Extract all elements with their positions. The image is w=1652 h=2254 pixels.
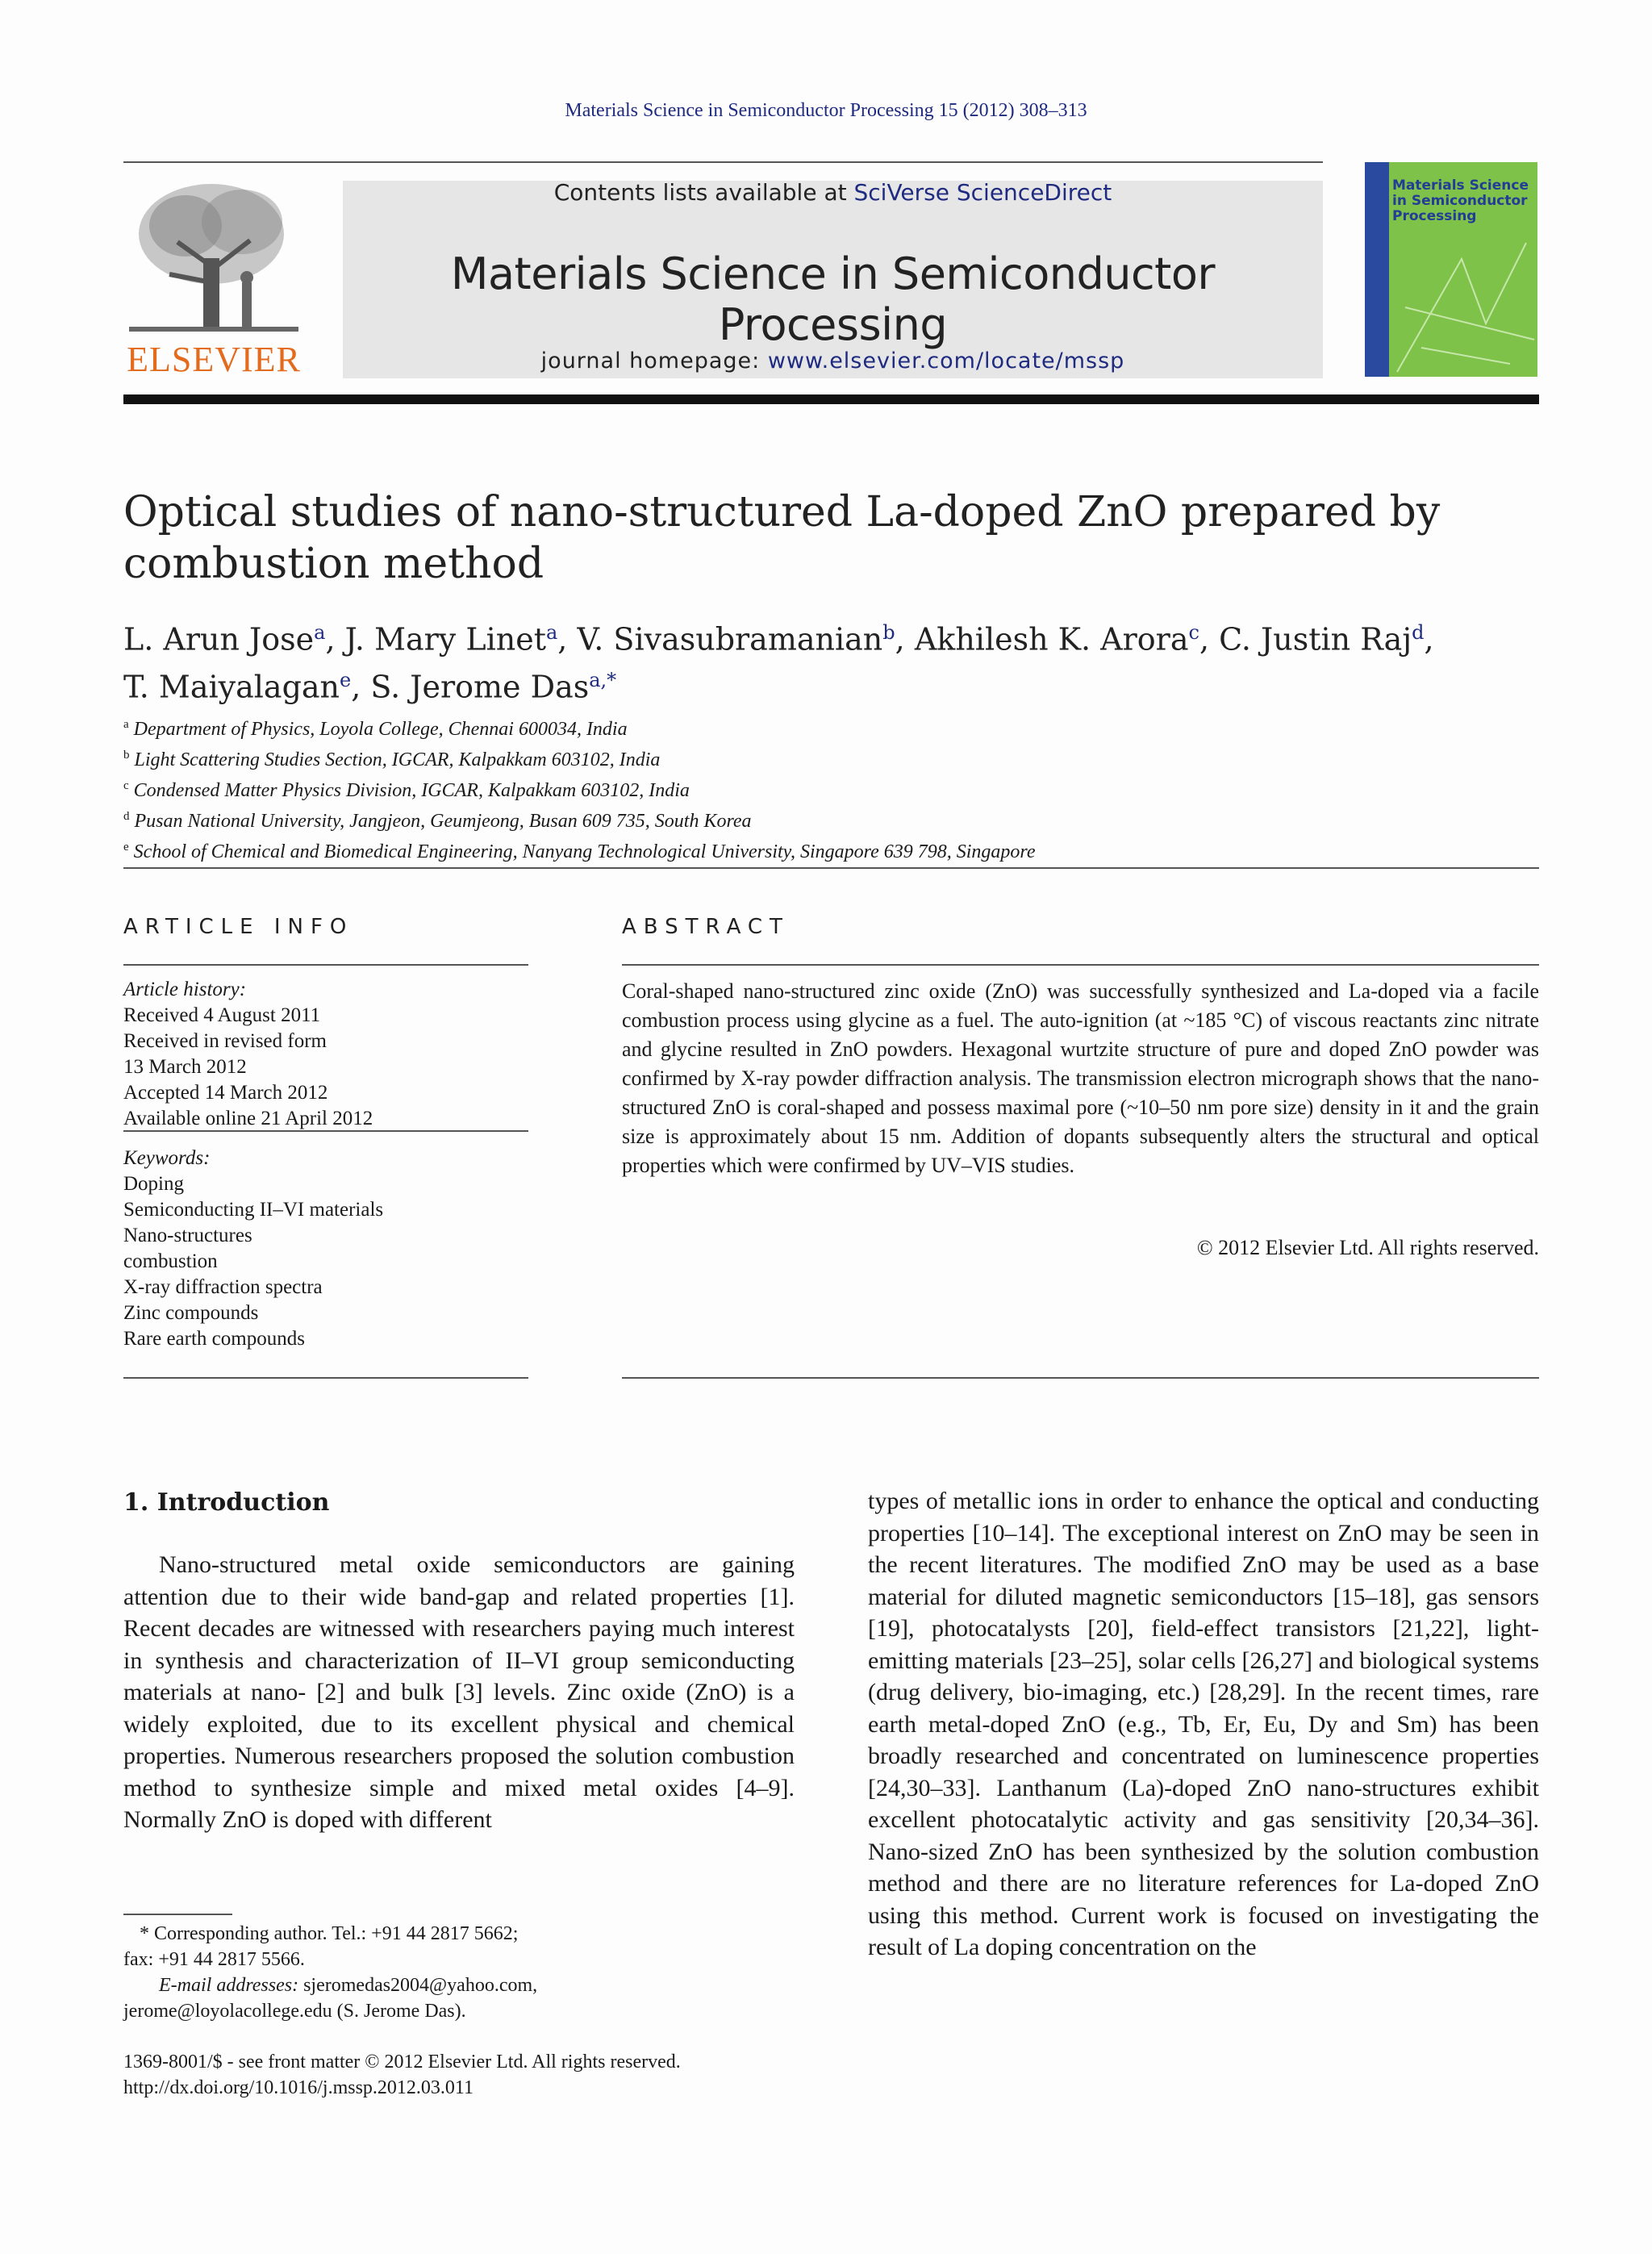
elsevier-wordmark: ELSEVIER <box>127 340 301 379</box>
paper-title-line-2: combustion method <box>123 540 544 588</box>
contents-line <box>343 179 1323 206</box>
header-thick-rule <box>123 394 1539 404</box>
abstract-text: Coral-shaped nano-structured zinc oxide (ZnO) was successfully synthesized and La-doped via a facile combustion process using glycine as a fuel. The auto-ignition (at ~185 °C) of viscous reactants zinc nitrate and glycine resulted in ZnO powders. Hexagonal wurtzite structure of pure and doped ZnO powder was confirmed by X-ray powder diffraction analysis. The transmission electron micrograph shows that the nano-structured ZnO is coral-shaped and possess maximal pore (~10–50 nm pore size) density in it and the grain size is approximately about 15 nm. Addition of dopants subsequently alters the structural and optical properties which were confirmed by UV–VIS studies. <box>622 979 1539 1177</box>
paper-title <box>123 486 1495 590</box>
keyword-item: combustion <box>123 1250 218 1272</box>
affiliation-text: Department of Physics, Loyola College, Chennai 600034, India <box>133 719 628 740</box>
author-separator: , <box>1424 621 1434 657</box>
affiliation-item <box>123 834 1543 865</box>
author-affiliation-marker[interactable]: a <box>314 621 326 644</box>
author-separator: , <box>1199 621 1220 657</box>
homepage-line <box>343 349 1323 374</box>
author-line-1 <box>123 612 1543 660</box>
affiliation-text: Condensed Matter Physics Division, IGCAR, Kalpakkam 603102, India <box>133 780 690 801</box>
author-name[interactable]: Akhilesh K. Arora <box>914 621 1189 657</box>
article-info-bottom-rule <box>123 1377 528 1379</box>
affiliation-marker: c <box>123 779 129 792</box>
homepage-link[interactable]: www.elsevier.com/locate/mssp <box>767 349 1125 374</box>
author-affiliation-marker[interactable]: a <box>545 621 558 644</box>
author-affiliation-marker[interactable]: b <box>882 621 895 644</box>
keyword-item: Rare earth compounds <box>123 1328 305 1350</box>
copyright-notice: © 2012 Elsevier Ltd. All rights reserved. <box>1196 1236 1539 1259</box>
abstract-bottom-rule <box>622 1377 1539 1379</box>
affiliation-item <box>123 742 1543 773</box>
journal-citation[interactable]: Materials Science in Semiconductor Processing 15 (2012) 308–313 <box>565 100 1087 121</box>
author-separator: , <box>557 621 578 657</box>
affiliation-marker: a <box>123 718 129 731</box>
header-rule <box>123 161 1323 163</box>
cover-title: Materials Science in Semiconductor Processing <box>1392 177 1529 224</box>
keyword-item: Semiconducting II–VI materials <box>123 1199 384 1221</box>
author-affiliation-marker[interactable]: d <box>1412 621 1425 644</box>
affiliation-list <box>123 712 1543 865</box>
footnote-rule <box>123 1914 232 1915</box>
homepage-prefix: journal homepage: <box>540 349 768 374</box>
history-label: Article history: <box>123 979 247 1000</box>
author-affiliation-marker[interactable]: a,* <box>589 668 617 691</box>
doi-link[interactable]: http://dx.doi.org/10.1016/j.mssp.2012.03.011 <box>123 2077 474 2098</box>
author-list <box>123 612 1543 707</box>
affiliation-text: Pusan National University, Jangjeon, Geumjeong, Busan 609 735, South Korea <box>134 811 752 832</box>
keywords-label: Keywords: <box>123 1147 211 1169</box>
history-item: Available online 21 April 2012 <box>123 1108 373 1129</box>
history-list <box>123 1003 528 1132</box>
journal-title: Materials Science in Semiconductor Processing <box>450 248 1216 350</box>
affiliation-marker: d <box>123 810 130 823</box>
abstract-heading: ABSTRACT <box>622 915 790 939</box>
sciencedirect-link[interactable]: SciVerse ScienceDirect <box>853 179 1112 206</box>
affiliation-marker: e <box>123 841 129 854</box>
corresponding-line-2: fax: +91 44 2817 5566. <box>123 1949 305 1970</box>
history-rule <box>123 1130 528 1132</box>
history-item: Received in revised form <box>123 1030 327 1052</box>
author-name[interactable]: S. Jerome Das <box>370 669 590 705</box>
author-line-2 <box>123 660 1543 708</box>
cover-strip <box>1365 162 1389 377</box>
paper-title-line-1: Optical studies of nano-structured La-doped ZnO prepared by <box>123 488 1441 536</box>
journal-cover-image <box>1365 162 1537 377</box>
email-line <box>123 1972 795 1998</box>
history-item: 13 March 2012 <box>123 1056 247 1078</box>
article-info-heading: ARTICLE INFO <box>123 915 354 939</box>
section-heading-introduction: 1. Introduction <box>123 1488 330 1517</box>
author-name[interactable]: J. Mary Linet <box>344 621 546 657</box>
email-label: E-mail addresses: <box>159 1975 299 1996</box>
author-separator: , <box>325 621 345 657</box>
author-separator: , <box>351 669 371 705</box>
affiliation-item <box>123 804 1543 834</box>
tree-icon <box>121 177 307 339</box>
affiliation-text: Light Scattering Studies Section, IGCAR, Kalpakkam 603102, India <box>134 749 661 770</box>
article-info-rule <box>123 964 528 966</box>
corresponding-author-note <box>123 1921 795 2024</box>
article-history <box>123 977 528 1132</box>
author-name[interactable]: T. Maiyalagan <box>123 669 340 705</box>
keyword-item: Doping <box>123 1173 184 1195</box>
author-affiliation-marker[interactable]: c <box>1188 621 1199 644</box>
author-affiliation-marker[interactable]: e <box>340 668 352 691</box>
affiliation-marker: b <box>123 749 130 762</box>
keyword-item: X-ray diffraction spectra <box>123 1276 323 1298</box>
elsevier-logo <box>121 177 307 379</box>
affiliation-item <box>123 773 1543 804</box>
keyword-item: Zinc compounds <box>123 1302 259 1324</box>
keyword-list <box>123 1171 528 1352</box>
cover-art-icon <box>1389 227 1537 377</box>
author-name[interactable]: L. Arun Jose <box>123 621 315 657</box>
author-name[interactable]: C. Justin Raj <box>1219 621 1412 657</box>
author-separator: , <box>895 621 915 657</box>
front-matter-note <box>123 2049 795 2101</box>
history-item: Received 4 August 2011 <box>123 1004 321 1026</box>
affiliation-text: School of Chemical and Biomedical Engineering, Nanyang Technological University, Singapore 639 798, Singapore <box>133 841 1036 862</box>
history-item: Accepted 14 March 2012 <box>123 1082 328 1104</box>
front-matter-line: 1369-8001/$ - see front matter © 2012 Elsevier Ltd. All rights reserved. <box>123 2052 681 2072</box>
email-address-2[interactable]: jerome@loyolacollege.edu (S. Jerome Das). <box>123 2001 466 2022</box>
author-name[interactable]: V. Sivasubramanian <box>577 621 883 657</box>
affiliation-item <box>123 712 1543 742</box>
keywords-block <box>123 1146 528 1352</box>
email-address-1[interactable]: sjeromedas2004@yahoo.com, <box>303 1975 538 1996</box>
title-rule <box>123 867 1539 869</box>
keyword-item: Nano-structures <box>123 1225 252 1246</box>
contents-prefix: Contents lists available at <box>553 179 854 206</box>
abstract-rule <box>622 964 1539 966</box>
intro-paragraph-right: types of metallic ions in order to enhance the optical and conducting properties [10–14]. The exceptional interest on ZnO may be seen in the recent literatures. The modified ZnO may be used as a base material for diluted magnetic semiconductors [15–18], gas sensors [19], photocatalysts [20], field-effect transistors [21,22], light-emitting materials [23–25], solar cells [26,27] and biological systems (drug delivery, bio-imaging, etc.) [28,29]. In the recent times, rare earth metal-doped ZnO (e.g., Tb, Er, Eu, Dy and Sm) has been broadly researched and concentrated on luminescence properties [24,30–33]. Lanthanum (La)-doped ZnO nano-structures exhibit excellent photocatalytic activity and gas sensitivity [20,34–36]. Nano-sized ZnO has been synthesized by the solution combustion method and there are no literature references for La-doped ZnO using this method. Current work is focused on investigating the result of La doping concentration on the <box>868 1488 1539 1960</box>
corresponding-line-1: * Corresponding author. Tel.: +91 44 2817 5662; <box>140 1923 519 1944</box>
intro-paragraph-left: Nano-structured metal oxide semiconductors are gaining attention due to their wide band-gap and related properties [1]. Recent decades are witnessed with researchers paying much interest in synthesis and characterization of II–VI group semiconducting materials at nano- [2] and bulk [3] levels. Zinc oxide (ZnO) is a widely exploited, due to its excellent physical and chemical properties. Numerous researchers proposed the solution combustion method to synthesize simple and mixed metal oxides [4–9]. Normally ZnO is doped with different <box>123 1551 795 1833</box>
